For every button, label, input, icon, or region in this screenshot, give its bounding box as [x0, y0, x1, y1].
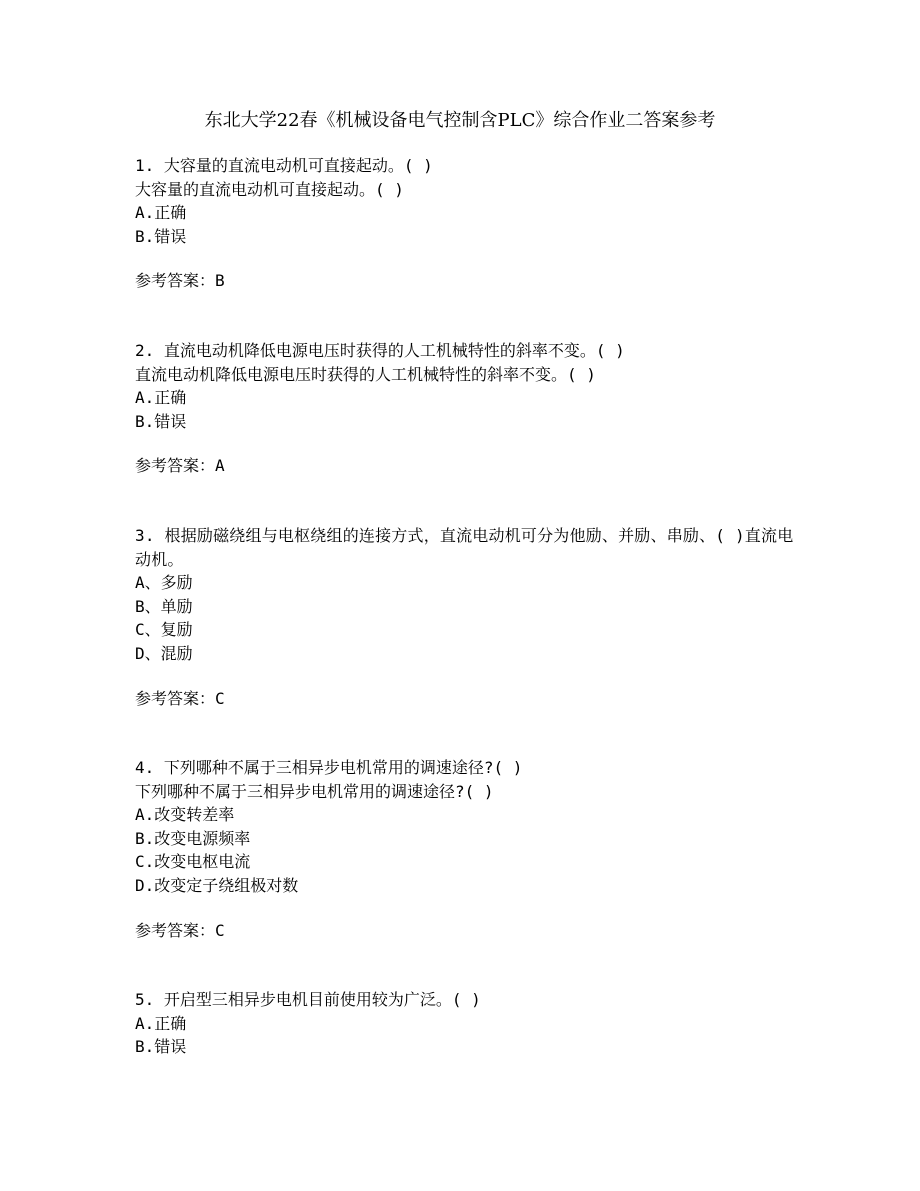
spacer [135, 898, 795, 919]
option-c: C.改变电枢电流 [135, 852, 251, 872]
spacer [135, 735, 795, 756]
question-stem: 1. 大容量的直流电动机可直接起动。( ) [135, 156, 433, 175]
question-stem: 2. 直流电动机降低电源电压时获得的人工机械特性的斜率不变。( ) [135, 340, 625, 360]
question-2 [135, 339, 795, 478]
document-title: 东北大学22春《机械设备电气控制含PLC》综合作业二答案参考 [204, 110, 716, 131]
question-3 [135, 524, 795, 710]
spacer [135, 967, 795, 988]
option-b: B.错误 [135, 226, 187, 246]
question-4 [135, 756, 795, 942]
option-d: D、混励 [135, 643, 193, 663]
question-restatement: 下列哪种不属于三相异步电机常用的调速途径?( ) [135, 781, 494, 801]
option-a: A.正确 [135, 388, 187, 408]
spacer [135, 503, 795, 524]
option-b: B.错误 [135, 1037, 187, 1057]
option-a: A.正确 [135, 203, 187, 223]
question-stem: 5. 开启型三相异步电机目前使用较为广泛。( ) [135, 990, 481, 1010]
option-a: A、多励 [135, 573, 193, 593]
reference-answer: 参考答案：C [135, 688, 225, 708]
option-a: A.正确 [135, 1013, 187, 1033]
reference-answer: 参考答案：C [135, 920, 225, 940]
question-restatement: 大容量的直流电动机可直接起动。( ) [135, 179, 404, 199]
spacer [135, 318, 795, 339]
question-5 [135, 988, 795, 1059]
spacer [135, 433, 795, 454]
question-stem: 3. 根据励磁绕组与电枢绕组的连接方式，直流电动机可分为他励、并励、串励、( )直流电动机。 [135, 525, 794, 569]
question-stem: 4. 下列哪种不属于三相异步电机常用的调速途径?( ) [135, 758, 523, 778]
option-d: D.改变定子绕组极对数 [135, 876, 299, 896]
option-a: A.改变转差率 [135, 805, 235, 825]
option-b: B、单励 [135, 596, 193, 616]
reference-answer: 参考答案：B [135, 271, 225, 291]
spacer [135, 666, 795, 687]
spacer [135, 248, 795, 269]
question-restatement: 直流电动机降低电源电压时获得的人工机械特性的斜率不变。( ) [135, 364, 596, 384]
option-b: B.改变电源频率 [135, 828, 251, 848]
option-c: C、复励 [135, 620, 193, 640]
reference-answer: 参考答案：A [135, 456, 225, 476]
option-b: B.错误 [135, 411, 187, 431]
question-list [135, 154, 795, 1084]
question-1 [135, 154, 795, 293]
